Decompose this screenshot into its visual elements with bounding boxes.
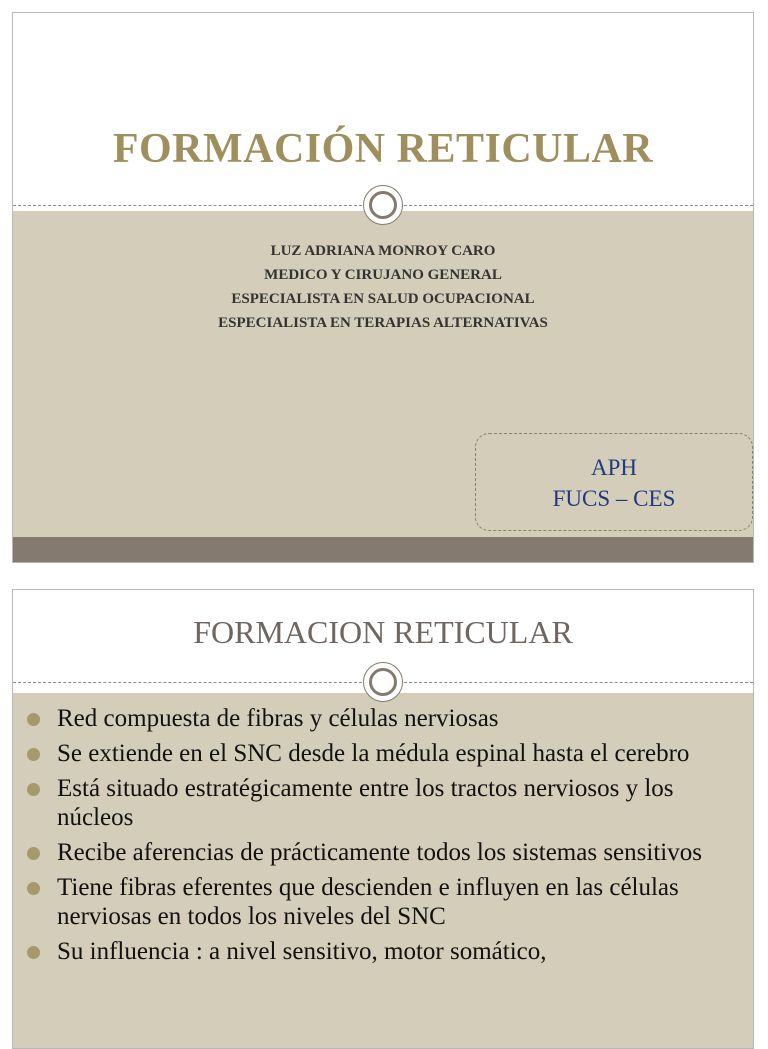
bullet-text: Recibe aferencias de prácticamente todos los sistemas sensitivos	[57, 839, 702, 866]
subtitle-line: ESPECIALISTA EN TERAPIAS ALTERNATIVAS	[218, 315, 548, 331]
institution-box	[475, 433, 753, 531]
bullet-dot-icon	[27, 748, 40, 761]
slide-1	[12, 12, 754, 563]
bullet-text: Se extiende en el SNC desde la médula espinal hasta el cerebro	[57, 740, 690, 767]
bullet-text: Red compuesta de fibras y células nerviosas	[57, 705, 499, 732]
subtitle-line: LUZ ADRIANA MONROY CARO	[270, 243, 496, 259]
list-item	[27, 873, 743, 931]
institution-line: FUCS – CES	[552, 486, 676, 511]
bullet-text: Tiene fibras eferentes que descienden e influyen en las células nerviosas en todos los niveles del SNC	[57, 874, 679, 930]
slide-1-footer-bar	[13, 537, 753, 563]
bullet-dot-icon	[27, 713, 40, 726]
bullet-dot-icon	[27, 946, 40, 959]
bullet-text: Su influencia : a nivel sensitivo, motor somático,	[57, 938, 547, 965]
bullet-dot-icon	[27, 783, 40, 796]
list-item	[27, 774, 743, 832]
slide-2	[12, 589, 754, 1049]
ring-ornament-icon	[363, 662, 403, 702]
slide-1-subtitle	[13, 239, 753, 335]
bullet-dot-icon	[27, 847, 40, 860]
ring-ornament-icon	[363, 185, 403, 225]
slide-1-title: FORMACIÓN RETICULAR	[112, 126, 654, 172]
subtitle-line: MEDICO Y CIRUJANO GENERAL	[264, 267, 502, 283]
list-item	[27, 704, 743, 733]
subtitle-line: ESPECIALISTA EN SALUD OCUPACIONAL	[231, 291, 535, 307]
list-item	[27, 937, 743, 966]
bullet-dot-icon	[27, 882, 40, 895]
bullet-list	[27, 704, 743, 972]
list-item	[27, 838, 743, 867]
bullet-text: Está situado estratégicamente entre los tractos nerviosos y los núcleos	[57, 775, 674, 831]
slide-2-title: FORMACION RETICULAR	[193, 614, 573, 650]
institution-line: APH	[590, 455, 637, 480]
list-item	[27, 739, 743, 768]
